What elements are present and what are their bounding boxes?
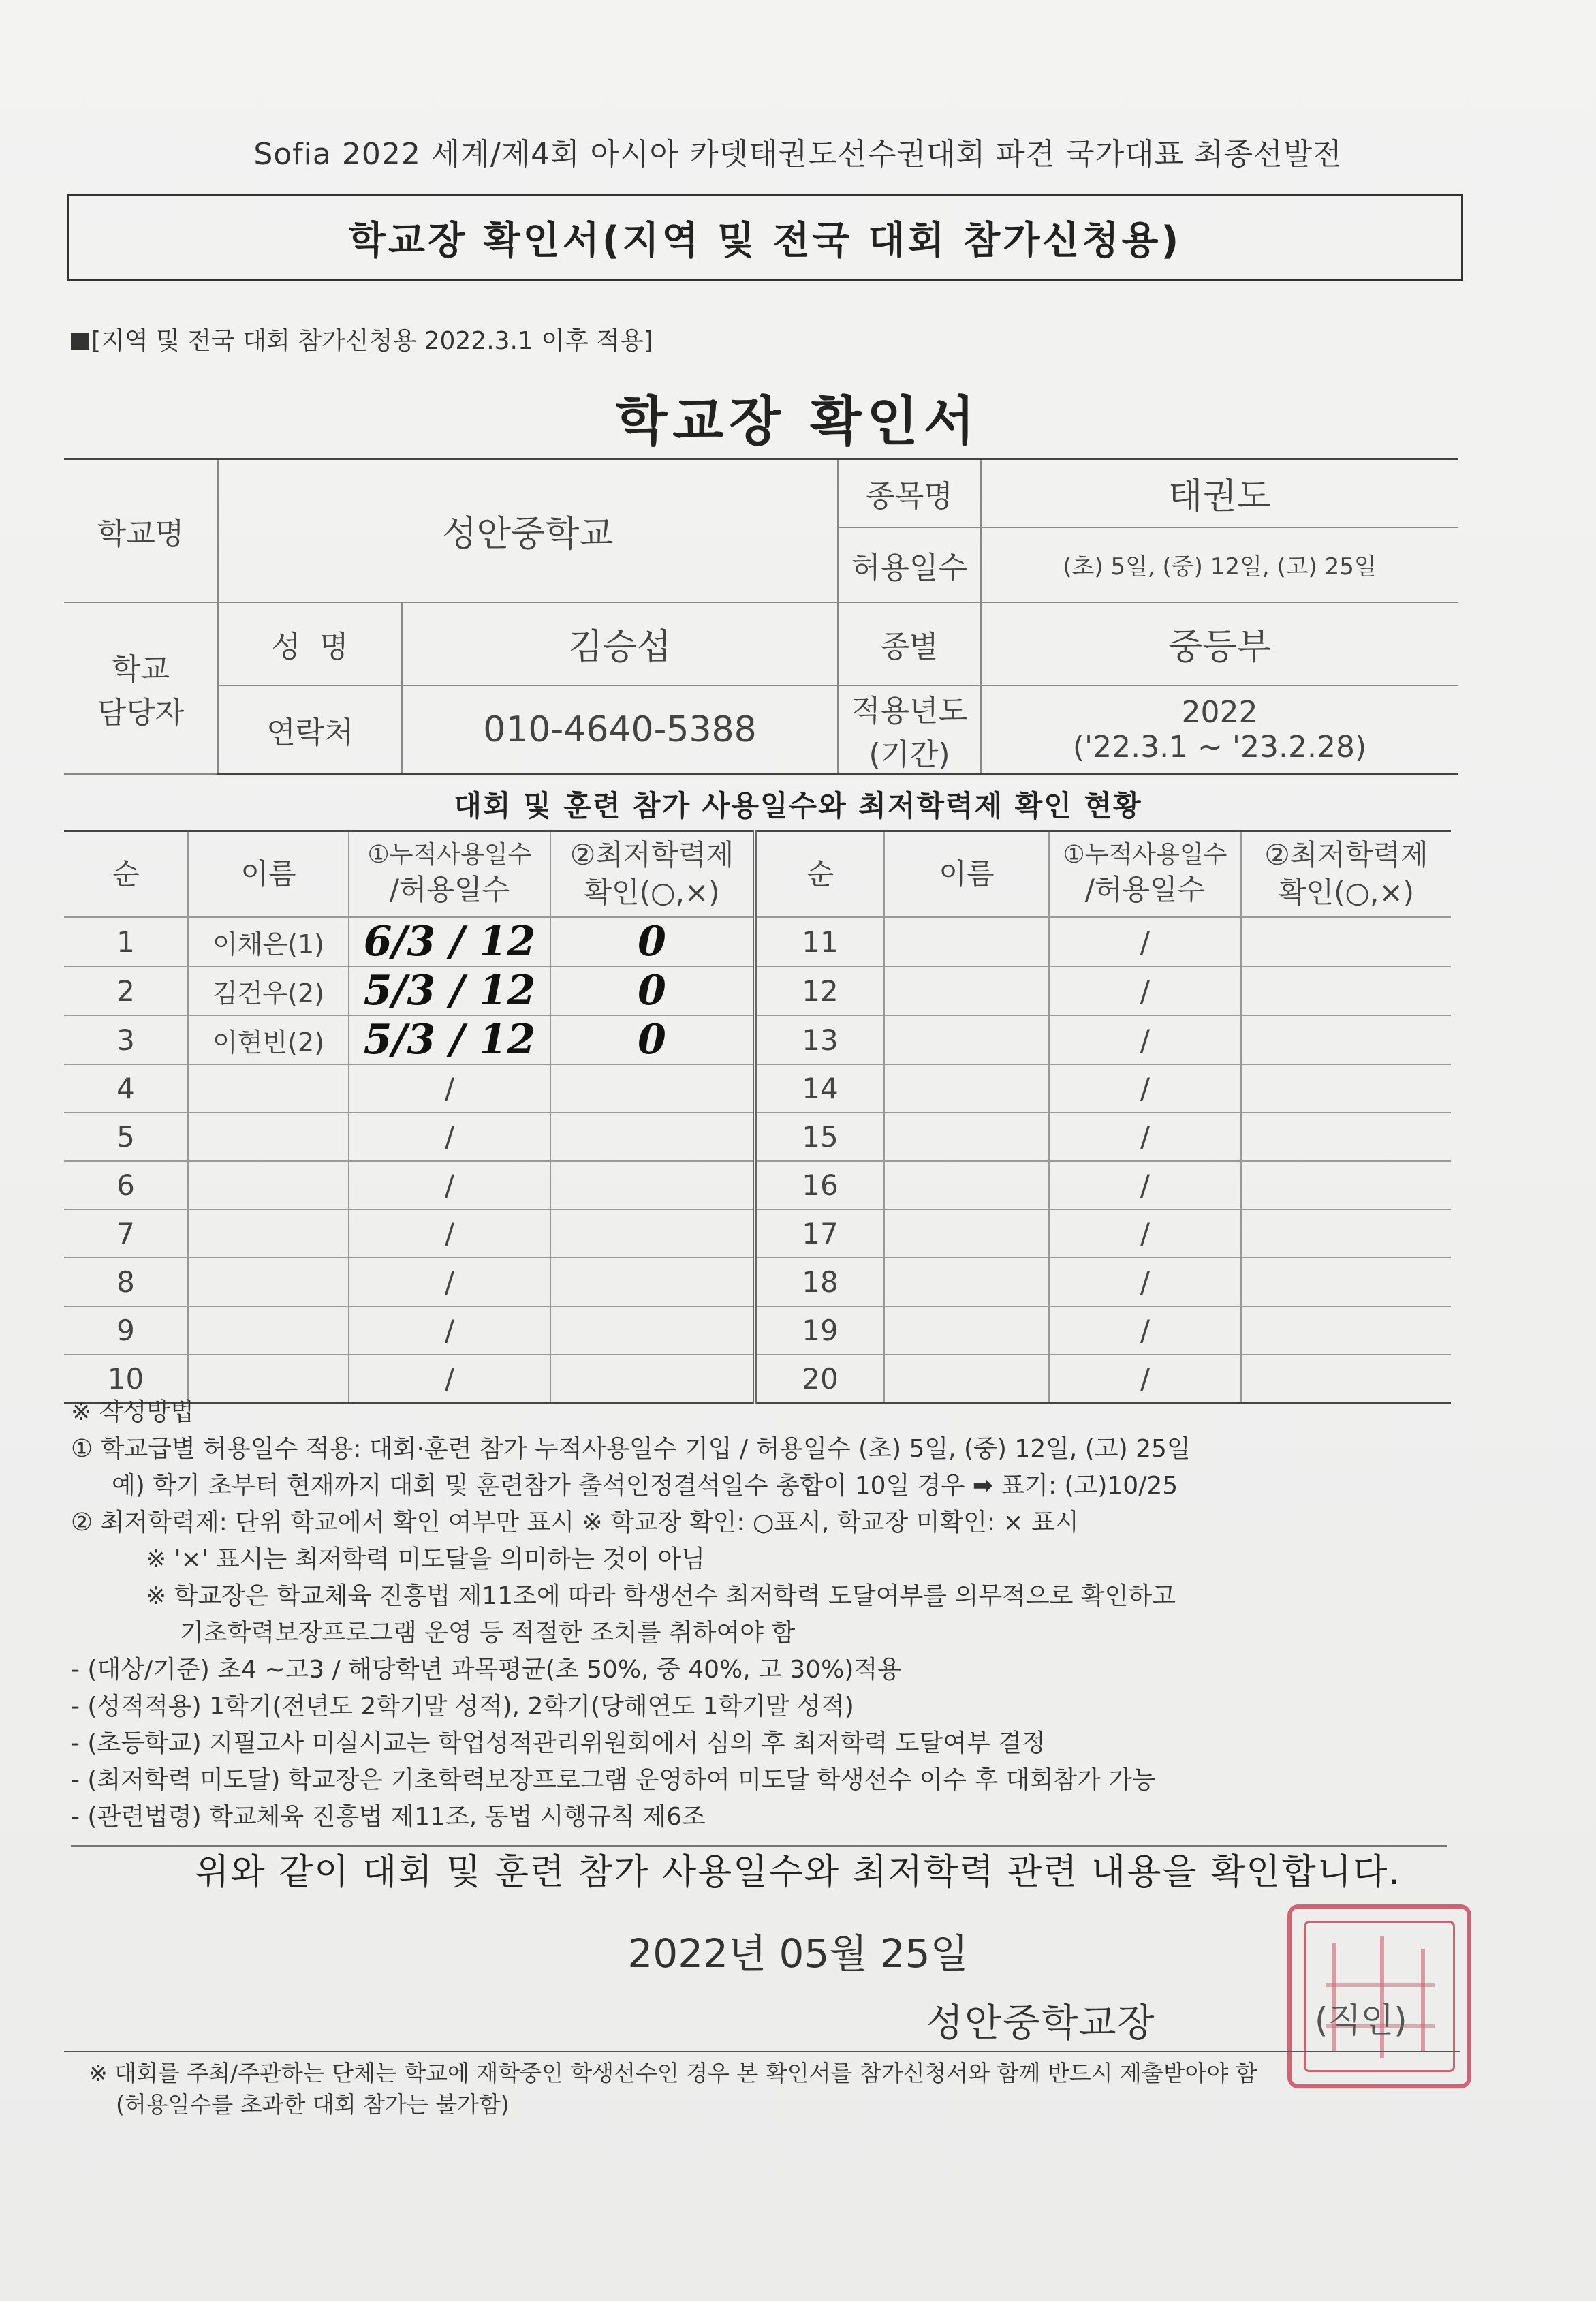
- staff-label-line2: 담당자: [97, 695, 185, 730]
- year-value-line1: 2022: [1181, 694, 1258, 730]
- usage-cell-check: [1241, 917, 1451, 966]
- usage-cell-days: /: [1049, 1113, 1241, 1161]
- usage-cell-name: 이현빈(2): [188, 1015, 349, 1064]
- usage-row: [64, 1258, 1451, 1306]
- usage-cell-days: /: [1049, 1015, 1241, 1064]
- usage-cell-name: [884, 917, 1049, 966]
- note-line: ※ '×' 표시는 최저학력 미도달을 의미하는 것이 아님: [146, 1545, 705, 1573]
- allowed-days-value: (초) 5일, (중) 12일, (고) 25일: [981, 527, 1458, 602]
- division-value: 중등부: [981, 602, 1458, 685]
- usage-cell-days: /: [1049, 1355, 1241, 1404]
- usage-row: [64, 1161, 1451, 1209]
- usage-cell-no: 9: [64, 1306, 188, 1355]
- usage-cell-name: [188, 1258, 349, 1306]
- sport-value: 태권도: [981, 459, 1458, 527]
- col-check-right-2: 확인(○,×): [1278, 876, 1415, 909]
- usage-cell-name: 김건우(2): [188, 966, 349, 1015]
- usage-row: [64, 1113, 1451, 1161]
- school-name-value: 성안중학교: [218, 459, 838, 602]
- usage-cell-days: /: [1049, 1064, 1241, 1113]
- usage-cell-check: [1241, 1258, 1451, 1306]
- col-days-right-2: /허용일수: [1084, 873, 1206, 907]
- usage-cell-name: [188, 1113, 349, 1161]
- usage-cell-check: [550, 1113, 755, 1161]
- usage-cell-days: /: [349, 1355, 550, 1404]
- usage-cell-days: /: [1049, 966, 1241, 1015]
- usage-cell-days: /: [1049, 1258, 1241, 1306]
- usage-cell-name: [884, 966, 1049, 1015]
- col-days-right: [1049, 831, 1241, 918]
- note-line: 예) 학기 초부터 현재까지 대회 및 훈련참가 출석인정결석일수 총합이 10일 경우 ➡ 표기: (고)10/25: [112, 1472, 1178, 1500]
- usage-cell-no: 7: [64, 1209, 188, 1258]
- usage-cell-no: 2: [64, 966, 188, 1015]
- usage-cell-check: 0: [550, 966, 755, 1015]
- usage-cell-check: [1241, 1306, 1451, 1355]
- note-line: - (초등학교) 지필고사 미실시교는 학업성적관리위원회에서 심의 후 최저학력 도달여부 결정: [71, 1729, 1046, 1757]
- usage-cell-name: [884, 1161, 1049, 1209]
- usage-cell-no: 19: [755, 1306, 884, 1355]
- col-days-left: [349, 831, 550, 918]
- usage-cell-days: /: [349, 1113, 550, 1161]
- usage-cell-name: [188, 1209, 349, 1258]
- usage-cell-days: 5/3 / 12: [349, 1015, 550, 1064]
- usage-cell-name: [884, 1064, 1049, 1113]
- issue-date: 2022년 05월 25일: [627, 1930, 969, 1977]
- main-title: 학교장 확인서: [615, 391, 981, 452]
- usage-cell-check: [550, 1209, 755, 1258]
- usage-section-title: 대회 및 훈련 참가 사용일수와 최저학력제 확인 현황: [454, 789, 1142, 822]
- footer-note: [89, 2058, 1519, 2120]
- usage-cell-days: /: [349, 1161, 550, 1209]
- year-value: [981, 685, 1458, 775]
- title-box-text: 학교장 확인서(지역 및 전국 대회 참가신청용): [348, 219, 1182, 263]
- col-check-right-1: ②최저학력제: [1264, 838, 1428, 872]
- usage-cell-no: 15: [755, 1113, 884, 1161]
- usage-cell-no: 1: [64, 917, 188, 966]
- usage-cell-days: 6/3 / 12: [349, 917, 550, 966]
- usage-cell-name: [884, 1015, 1049, 1064]
- contact-value: 010-4640-5388: [402, 685, 838, 775]
- usage-cell-days: /: [1049, 1161, 1241, 1209]
- usage-cell-no: 8: [64, 1258, 188, 1306]
- usage-cell-no: 13: [755, 1015, 884, 1064]
- usage-cell-no: 11: [755, 917, 884, 966]
- col-name-left: 이름: [188, 831, 349, 918]
- seal-label: (직인): [1315, 2001, 1407, 2040]
- note-line: - (관련법령) 학교체육 진흥법 제11조, 동법 시행규칙 제6조: [71, 1803, 706, 1831]
- usage-cell-no: 12: [755, 966, 884, 1015]
- usage-cell-no: 14: [755, 1064, 884, 1113]
- note-line: ※ 학교장은 학교체육 진흥법 제11조에 따라 학생선수 최저학력 도달여부를 의무적으로 확인하고: [146, 1582, 1176, 1610]
- col-days-left-1: ①누적사용일수: [367, 841, 532, 869]
- note-line: - (최저학력 미도달) 학교장은 기초학력보장프로그램 운영하여 미도달 학생선수 이수 후 대회참가 가능: [71, 1766, 1156, 1794]
- usage-header-row: [64, 831, 1451, 918]
- usage-cell-check: 0: [550, 1015, 755, 1064]
- usage-cell-days: 5/3 / 12: [349, 966, 550, 1015]
- col-no-left: 순: [64, 831, 188, 918]
- footer-line-2: (허용일수를 초과한 대회 참가는 불가함): [116, 2091, 510, 2118]
- allowed-days-label: 허용일수: [838, 527, 981, 602]
- usage-cell-name: [884, 1258, 1049, 1306]
- col-check-left: [550, 831, 755, 918]
- usage-cell-name: 이채은(1): [188, 917, 349, 966]
- notes-section: [71, 1394, 1467, 1847]
- usage-cell-name: [884, 1113, 1049, 1161]
- usage-cell-days: /: [349, 1306, 550, 1355]
- usage-cell-check: [550, 1258, 755, 1306]
- usage-cell-check: [1241, 1161, 1451, 1209]
- footer-line-1: ※ 대회를 주최/주관하는 단체는 학교에 재학중인 학생선수인 경우 본 확인서를 참가신청서와 함께 반드시 제출받아야 함: [89, 2060, 1257, 2086]
- usage-cell-name: [188, 1064, 349, 1113]
- signer-name: 성안중학교장: [926, 2001, 1156, 2045]
- notice-text: [지역 및 전국 대회 참가신청용 2022.3.1 이후 적용]: [91, 327, 653, 355]
- footer-divider: [64, 2051, 1460, 2052]
- note-line: ② 최저학력제: 단위 학교에서 확인 여부만 표시 ※ 학교장 확인: ○표시, 학교장 미확인: × 표시: [71, 1509, 1079, 1536]
- school-info-table: [64, 458, 1458, 775]
- usage-cell-days: /: [349, 1258, 550, 1306]
- usage-cell-no: 20: [755, 1355, 884, 1404]
- sport-label: 종목명: [838, 459, 981, 527]
- year-label-line1: 적용년도: [851, 693, 967, 728]
- usage-cell-check: [550, 1161, 755, 1209]
- document-header: Sofia 2022 세계/제4회 아시아 카뎃태권도선수권대회 파견 국가대표 최종선발전: [253, 137, 1343, 172]
- usage-cell-days: /: [1049, 917, 1241, 966]
- usage-cell-name: [188, 1306, 349, 1355]
- usage-cell-name: [884, 1306, 1049, 1355]
- usage-cell-no: 6: [64, 1161, 188, 1209]
- notice-line: [71, 322, 653, 356]
- usage-cell-name: [188, 1161, 349, 1209]
- usage-cell-check: [1241, 1113, 1451, 1161]
- note-line: ① 학교급별 허용일수 적용: 대회·훈련 참가 누적사용일수 기입 / 허용일수 (초) 5일, (중) 12일, (고) 25일: [71, 1435, 1191, 1463]
- square-bullet-icon: [71, 333, 89, 350]
- usage-cell-check: [1241, 966, 1451, 1015]
- col-days-left-2: /허용일수: [389, 873, 510, 907]
- usage-cell-check: [1241, 1209, 1451, 1258]
- usage-cell-no: 16: [755, 1161, 884, 1209]
- usage-cell-no: 18: [755, 1258, 884, 1306]
- usage-cell-name: [884, 1209, 1049, 1258]
- usage-row: [64, 1064, 1451, 1113]
- year-label-line2: (기간): [869, 737, 950, 772]
- note-line: 기초학력보장프로그램 운영 등 적절한 조치를 취하여야 함: [180, 1619, 796, 1647]
- usage-cell-no: 5: [64, 1113, 188, 1161]
- usage-cell-check: [550, 1306, 755, 1355]
- year-value-line2: ('22.3.1 ~ '23.2.28): [1072, 729, 1367, 765]
- year-label: [838, 685, 981, 775]
- col-days-right-1: ①누적사용일수: [1063, 841, 1227, 869]
- usage-row: [64, 1306, 1451, 1355]
- col-check-left-1: ②최저학력제: [569, 838, 734, 872]
- usage-row: [64, 1209, 1451, 1258]
- usage-cell-days: /: [1049, 1306, 1241, 1355]
- usage-cell-no: 3: [64, 1015, 188, 1064]
- usage-table: [64, 830, 1451, 1404]
- staff-name-value: 김승섭: [402, 602, 838, 685]
- usage-cell-no: 17: [755, 1209, 884, 1258]
- usage-row: [64, 1015, 1451, 1064]
- staff-name-label: 성 명: [218, 602, 402, 685]
- note-line: ※ 작성방법: [71, 1398, 194, 1426]
- usage-cell-days: /: [349, 1064, 550, 1113]
- usage-row: [64, 917, 1451, 966]
- usage-cell-no: 4: [64, 1064, 188, 1113]
- note-line: - (대상/기준) 초4 ~고3 / 해당학년 과목평균(초 50%, 중 40%, 고 30%)적용: [71, 1656, 901, 1684]
- usage-cell-days: /: [1049, 1209, 1241, 1258]
- usage-cell-check: [1241, 1015, 1451, 1064]
- usage-cell-check: 0: [550, 917, 755, 966]
- usage-cell-check: [550, 1064, 755, 1113]
- col-check-right: [1241, 831, 1451, 918]
- note-line: - (성적적용) 1학기(전년도 2학기말 성적), 2학기(당해연도 1학기말 성적): [71, 1693, 854, 1720]
- col-no-right: 순: [755, 831, 884, 918]
- col-name-right: 이름: [884, 831, 1049, 918]
- school-name-label: 학교명: [64, 459, 218, 602]
- confirmation-statement: 위와 같이 대회 및 훈련 참가 사용일수와 최저학력 관련 내용을 확인합니다.: [195, 1852, 1401, 1893]
- staff-label: [64, 602, 218, 775]
- contact-label: 연락처: [218, 685, 402, 775]
- usage-cell-days: /: [349, 1209, 550, 1258]
- staff-label-line1: 학교: [111, 651, 170, 687]
- usage-cell-check: [1241, 1064, 1451, 1113]
- usage-row: [64, 966, 1451, 1015]
- division-label: 종별: [838, 602, 981, 685]
- usage-cell-no: 10: [64, 1355, 188, 1404]
- col-check-left-2: 확인(○,×): [584, 876, 720, 909]
- title-box: [67, 194, 1463, 281]
